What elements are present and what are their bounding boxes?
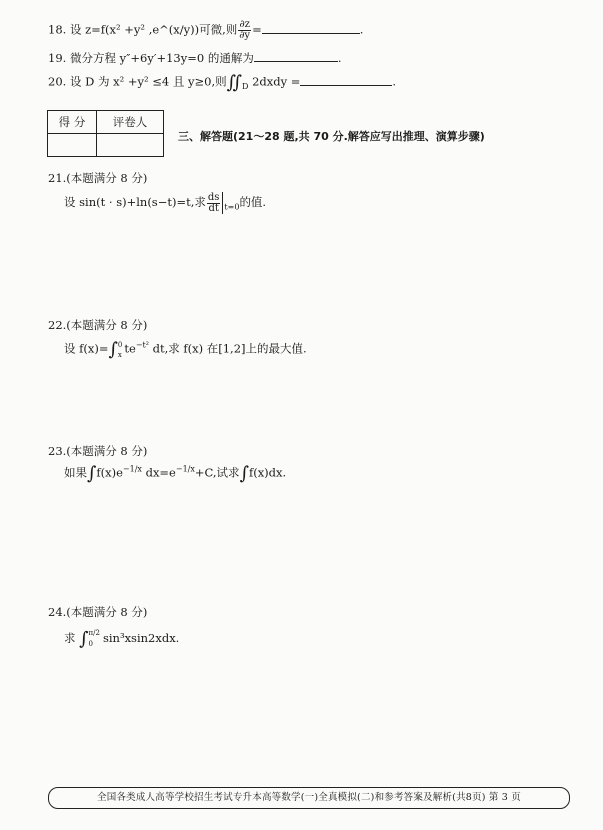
question-23-header: 23.(本题满分 8 分) xyxy=(48,444,148,458)
question-19: 19. 微分方程 y″+6y′+13y=0 的通解为 . xyxy=(48,51,342,65)
question-number: 19. xyxy=(48,51,67,65)
double-integral-sign: ∬ xyxy=(226,72,242,93)
section-heading: 三、解答题(21～28 题,共 70 分.解答应写出推理、演算步骤) xyxy=(178,130,485,143)
question-text: 微分方程 y″+6y′+13y=0 的通解为 xyxy=(69,51,254,65)
answer-blank[interactable] xyxy=(262,21,360,34)
integral-sign: ∫ xyxy=(79,628,89,650)
question-22-header: 22.(本题满分 8 分) xyxy=(48,318,148,332)
question-22: 设 f(x)=∫ 0 x $te^{-t^2}$ dt,求 f(x) 在[1,2]上的最大值. xyxy=(64,339,307,360)
question-21: 设 sin(t · s)+ln(s−t)=t,求 $\frac{ds}{dt}$ $_{t=0}$的值. xyxy=(64,191,267,214)
question-23: 如果$\int f(x)e^{-1/x}$ $dx=e^{-1/x}+C$,试求∫f(x)dx. xyxy=(64,463,287,484)
question-24-header: 24.(本题满分 8 分) xyxy=(48,605,148,619)
integral-sign: ∫ xyxy=(108,339,118,360)
question-text: 设 sin(t · s)+ln(s−t)=t,求 xyxy=(64,195,206,209)
question-21-header: 21.(本题满分 8 分) xyxy=(48,171,148,185)
question-number: 20. xyxy=(48,74,67,89)
integral-sign: ∫ xyxy=(239,463,249,484)
question-number: 18. xyxy=(48,22,67,37)
page-footer: 全国各类成人高等学校招生考试专升本高等数学(一)全真模拟(二)和参考答案及解析(共8页) 第 3 页 xyxy=(48,787,570,809)
question-18: 18. 设 z=f(x² +y² ,e^(x/y))可微,则 $\frac{\partial z}{\partial y}$ = . xyxy=(48,19,364,41)
question-text: 设 z=f(x² +y² ,e^(x/y))可微,则 xyxy=(69,22,238,37)
question-20: 20. 设 D 为 x² +y² ≤4 且 y≥0,则$∬_D$ 2dxdy = . xyxy=(48,72,397,93)
score-header: 得 分 xyxy=(48,111,97,134)
grader-header: 评卷人 xyxy=(97,111,164,134)
grader-cell[interactable] xyxy=(97,134,164,157)
integral-sign: ∫ xyxy=(87,463,97,484)
partial-fraction: $\frac{\partial z}{\partial y}$ xyxy=(239,19,251,41)
answer-blank[interactable] xyxy=(300,73,392,86)
score-cell[interactable] xyxy=(48,134,97,157)
question-text: 设 D 为 x² +y² ≤4 且 y≥0,则 xyxy=(69,74,227,89)
derivative-fraction: $\frac{ds}{dt}$ xyxy=(207,191,220,214)
integrand: 2dxdy = xyxy=(252,74,301,89)
score-table xyxy=(47,110,164,157)
question-24: 求 ∫ π/2 0 sin³xsin2xdx. xyxy=(64,628,180,650)
answer-blank[interactable] xyxy=(254,49,338,62)
